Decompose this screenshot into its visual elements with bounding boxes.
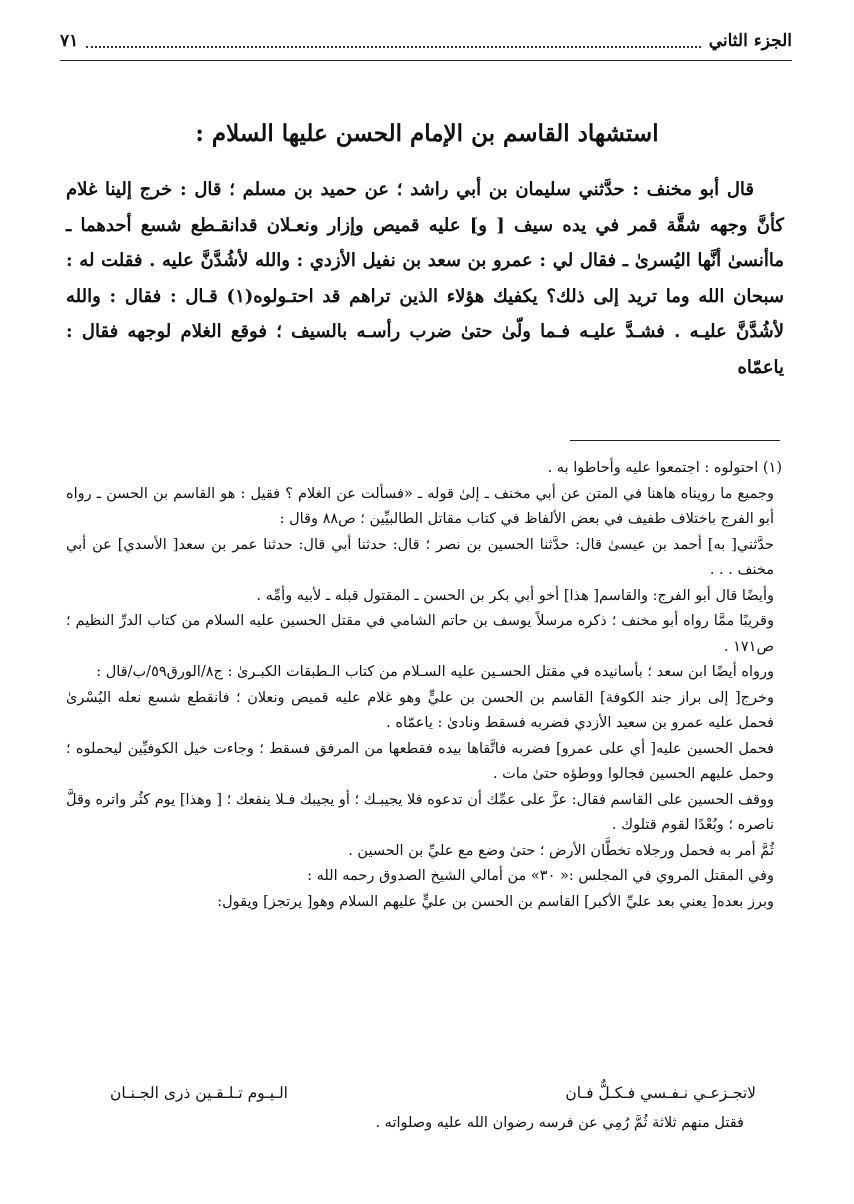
- section-label: الجزء الثاني: [708, 31, 792, 51]
- closing-line: فقتل منهم ثلاثة ثُمَّ رُمِي عن فرسه رضوان الله عليه وصلواته .: [375, 1115, 744, 1131]
- poem-second-hemistich: الـيـوم تـلـقـين ذرى الجـنـان: [110, 1084, 288, 1102]
- footnote-separator: [570, 440, 780, 441]
- footnote-line: ووقف الحسين على القاسم فقال: عزَّ على عمِّك أن تدعوه فلا يجيبـك ؛ أو يجيبك فـلا ينفعك ؛ [ وهذا] يوم كثُر واتره وقلَّ ناصره ؛ وبُعْدًا لقوم قتلوك .: [66, 791, 774, 833]
- footnote-line: فحمل الحسين عليه[ أي على عمرو] فضربه فاتَّقاها بيده فقطعها من المرفق فسقط ؛ وجاءت خيل الكوفيِّين ليحملوه ؛ وحمل عليهم الحسين فجالوا ووطؤه حتىٰ مات .: [66, 740, 774, 782]
- footnote-line: وبرز بعده[ يعني بعد عليِّ الأكبر] القاسم بن الحسن بن عليٍّ عليهم السلام وهو[ يرتجز] ويقول:: [217, 893, 774, 910]
- footnote-line: ورواه أيضًا ابن سعد ؛ بأسانيده في مقتل الحسـين عليه السـلام من كتاب الـطبقات الكبـرىٰ : ج٨/الورق٥٩/ب/قال :: [96, 664, 774, 680]
- footnote-line: وأيضًا قال أبو الفرج: والقاسم[ هذا] أخو أبي بكر بن الحسن ـ المقتول قبله ـ لأبيه وأمِّه .: [256, 587, 774, 604]
- footnotes-block: [66, 456, 782, 915]
- poem-first-hemistich: لاتجـزعـي نـفـسي فـكـلٌّ فـان: [565, 1084, 756, 1102]
- chapter-title: استشهاد القاسم بن الإمام الحسن عليها السلام :: [195, 120, 659, 147]
- page-number: ٧١: [60, 31, 79, 51]
- footnote-line: وفي المقتل المروي في المجلس :« ٣٠» من أمالي الشيخ الصدوق رحمه الله :: [307, 868, 774, 884]
- main-paragraph: قال أبو مخنف : حدَّثني سليمان بن أبي راشد ؛ عن حميد بن مسلم ؛ قال : خرج إلينا غلام كأنَّ وجهه شقَّة قمر في يده سيف [ و] عليه قميص وإزار ونعـلان قدانقـطع شسع أحدهما ـ ماأنسىٰ أنَّها اليُسرىٰ ـ فقال لي : عمرو بن سعد بن نفيل الأزدي : والله لأشُدَّنَّ عليه . فقلت له : سبحان الله وما تريد إلى ذلك؟ يكفيك هؤلاء الذين تراهم قد احتـولوه(١) قـال : فقال : والله لأشُدَّنَّ عليـه . فشـدَّ عليـه فـما ولّىٰ حتىٰ ضرب رأسـه بالسيف ؛ فوقع الغلام لوجهه فقال : ياعمّاه: [66, 179, 784, 378]
- poem-verse: [110, 1084, 756, 1102]
- footnote-line: وقريبًا ممَّا رواه أبو مخنف ؛ ذكره مرسلاً يوسف بن حاتم الشامي في مقتل الحسين عليه السلام من كتاب الدرِّ النظيم ؛ ص١٧١ .: [66, 613, 774, 655]
- footnote-lead: (١) احتولوه : اجتمعوا عليه وأحاطوا به .: [547, 460, 782, 476]
- main-text-block: [66, 172, 784, 385]
- footnote-line: وجميع ما رويناه هاهنا في المتن عن أبي مخنف ـ إلىٰ قوله ـ «فسألت عن الغلام ؟ فقيل : هو القاسم بن الحسن ـ رواه أبو الفرج باختلاف طفيف في بعض الألفاظ في كتاب مقاتل الطالبيِّين ؛ ص٨٨ وقال :: [66, 485, 774, 527]
- footnote-line: حدَّثني[ به] أحمد بن عيسىٰ قال: حدَّثنا الحسين بن نصر ؛ قال: حدثنا أبي قال: حدثنا عمر بن سعد[ الأسدي] عن أبي مخنف . . .: [66, 536, 774, 578]
- header-dot-leader: [86, 34, 700, 48]
- page-header: [60, 26, 792, 61]
- footnote-line: وخرج[ إلى براز جند الكوفة] القاسم بن الحسن بن عليٍّ وهو غلام عليه قميص ونعلان ؛ فانقطع شسع نعله اليُسْرىٰ فحمل عليه عمرو بن سعيد الأزدي فضربه فسقط ونادىٰ : ياعمّاه .: [66, 689, 774, 731]
- footnote-line: ثُمَّ أمر به فحمل ورجلاه تخطَّان الأرض ؛ حتىٰ وضع مع عليِّ بن الحسين .: [348, 842, 774, 859]
